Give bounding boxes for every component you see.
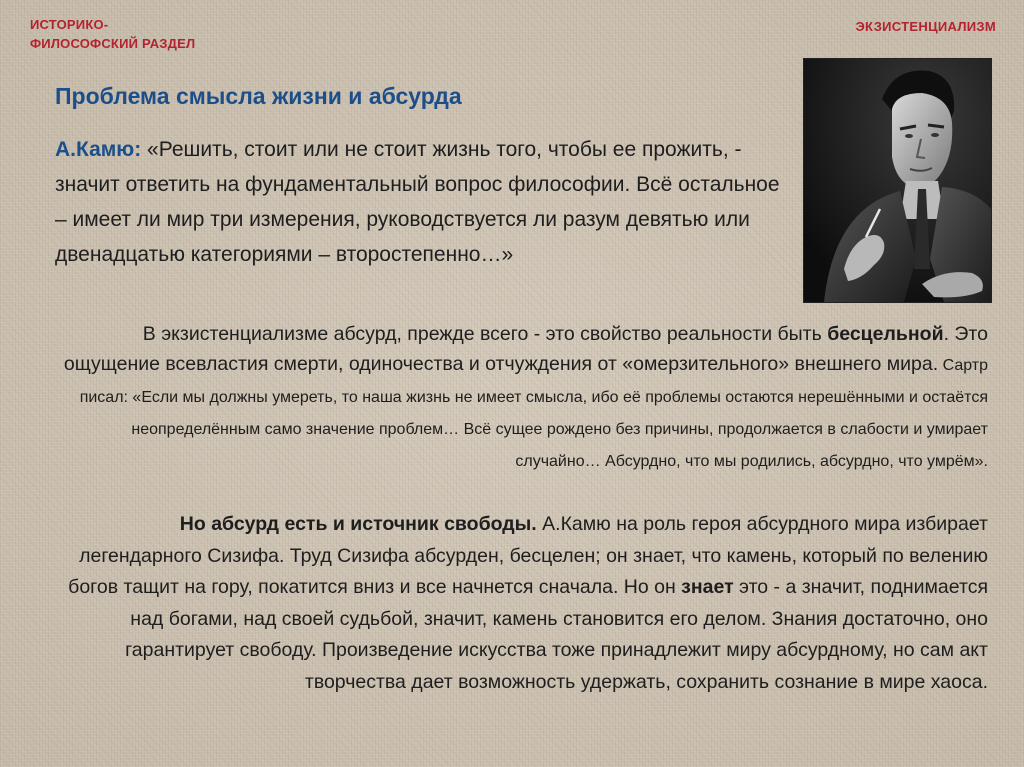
slide-title: Проблема смысла жизни и абсурда: [55, 83, 462, 109]
quote-author: А.Камю:: [55, 138, 142, 161]
freedom-bold-lead: Но абсурд есть и источник свободы.: [179, 513, 537, 535]
sartre-quote: Сартр писал: «Если мы должны умереть, то наша жизнь не имеет смысла, ибо её проблемы остаются нерешёнными и остаётся неопределённым само значение проблем… Всё сущее рождено без причины, продолжается в слабости и умирает случайно… Абсурдно, что мы родились, абсурдно, что умрём».: [79, 357, 988, 470]
quote-block: [55, 132, 790, 272]
freedom-bold-knows: знает: [681, 576, 734, 598]
quote-text: «Решить, стоит или не стоит жизнь того, чтобы ее прожить, - значит ответить на фундаментальный вопрос философии. Всё остальное – имеет ли мир три измерения, руководствуется ли разум девятью или двенадцатью категориями – второстепенно…»: [55, 138, 780, 266]
absurd-bold-purposeless: бесцельной: [827, 323, 944, 345]
freedom-text-2: это - а значит, поднимается над богами, над своей судьбой, значит, камень становится его делом. Знания достаточно, оно гарантирует свободу. Произведение искусства тоже принадлежит миру абсурдному, но сам акт творчества дает возможность удержать, сохранить сознание в мире хаоса.: [125, 576, 988, 693]
author-portrait: [803, 58, 992, 303]
section-label: [30, 15, 195, 53]
section-label-line1: ИСТОРИКО-: [30, 17, 109, 32]
freedom-text-1: А.Камю на роль героя абсурдного мира избирает легендарного Сизифа. Труд Сизифа абсурден, бесцелен; он знает, что камень, который по велению богов тащит на гору, покатится вниз и все начнется сначала. Но он: [68, 513, 988, 598]
topic-label: ЭКЗИСТЕНЦИАЛИЗМ: [855, 19, 996, 34]
freedom-paragraph: [60, 509, 988, 698]
absurd-text-1: В экзистенциализме абсурд, прежде всего - это свойство реальности быть: [142, 323, 828, 345]
absurd-paragraph: [60, 319, 988, 477]
portrait-image: [804, 59, 991, 302]
absurd-text-2: . Это ощущение всевластия смерти, одиночества и отчуждения от «омерзительного» внешнего мира.: [63, 323, 988, 375]
section-label-line2: ФИЛОСОФСКИЙ РАЗДЕЛ: [30, 36, 196, 51]
